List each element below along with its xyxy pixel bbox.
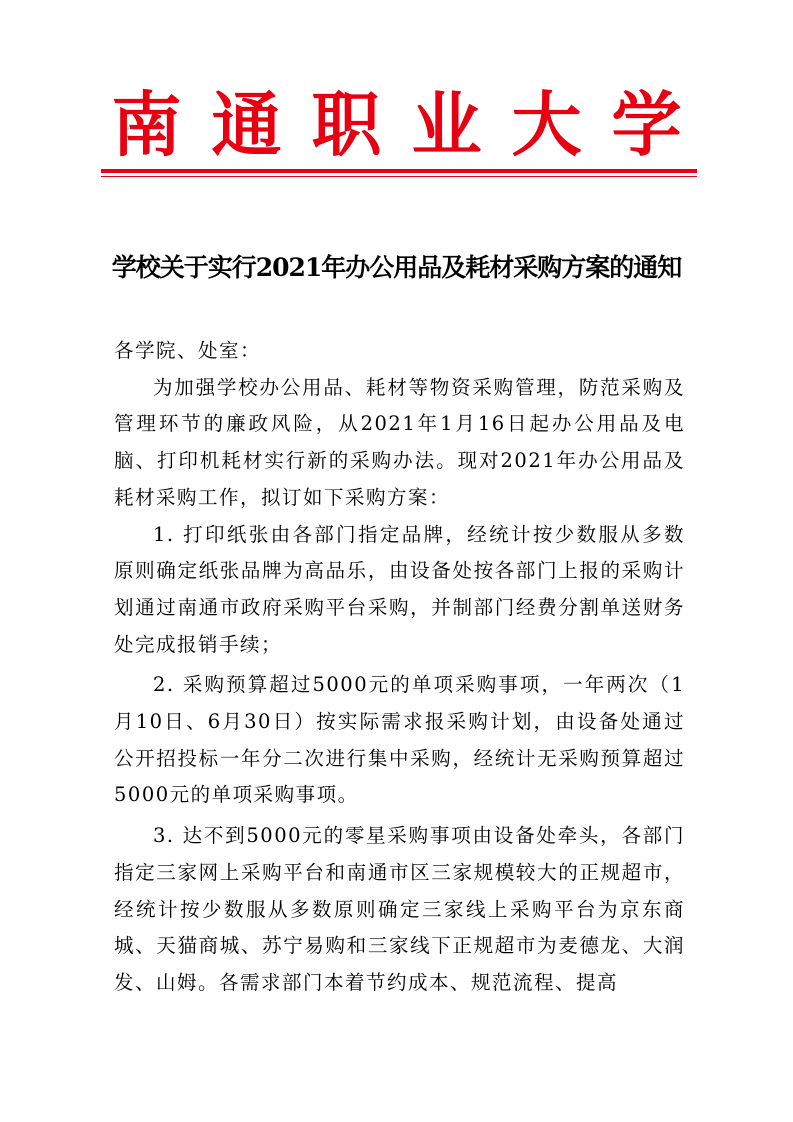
- masthead-rule-thick: [101, 169, 697, 173]
- institution-masthead: 南通职业大学: [111, 83, 712, 166]
- paragraph-intro: 为加强学校办公用品、耗材等物资采购管理，防范采购及管理环节的廉政风险，从2021年1月16日起办公用品及电脑、打印机耗材实行新的采购办法。现对2021年办公用品及耗材采购工作，拟订如下采购方案：: [114, 375, 685, 509]
- salutation: 各学院、处室：: [114, 339, 262, 362]
- paragraph-item-2: 2. 采购预算超过5000元的单项采购事项，一年两次（1月10日、6月30日）按实际需求报采购计划，由设备处通过公开招投标一年分二次进行集中采购，经统计无采购预算超过5000元的单项采购事项。: [114, 673, 685, 807]
- paragraph-item-3: 3. 达不到5000元的零星采购事项由设备处牵头，各部门指定三家网上采购平台和南通市区三家规模较大的正规超市，经统计按少数服从多数原则确定三家线上采购平台为京东商城、天猫商城、苏宁易购和三家线下正规超市为麦德龙、大润发、山姆。各需求部门本着节约成本、规范流程、提高: [114, 824, 685, 994]
- document-title: 学校关于实行2021年办公用品及耗材采购方案的通知: [111, 253, 682, 282]
- masthead-rule-thin: [101, 176, 697, 177]
- document-body: [114, 333, 685, 1002]
- paragraph-item-1: 1. 打印纸张由各部门指定品牌，经统计按少数服从多数原则确定纸张品牌为高品乐，由设备处按各部门上报的采购计划通过南通市政府采购平台采购，并制部门经费分割单送财务处完成报销手续；: [114, 522, 685, 656]
